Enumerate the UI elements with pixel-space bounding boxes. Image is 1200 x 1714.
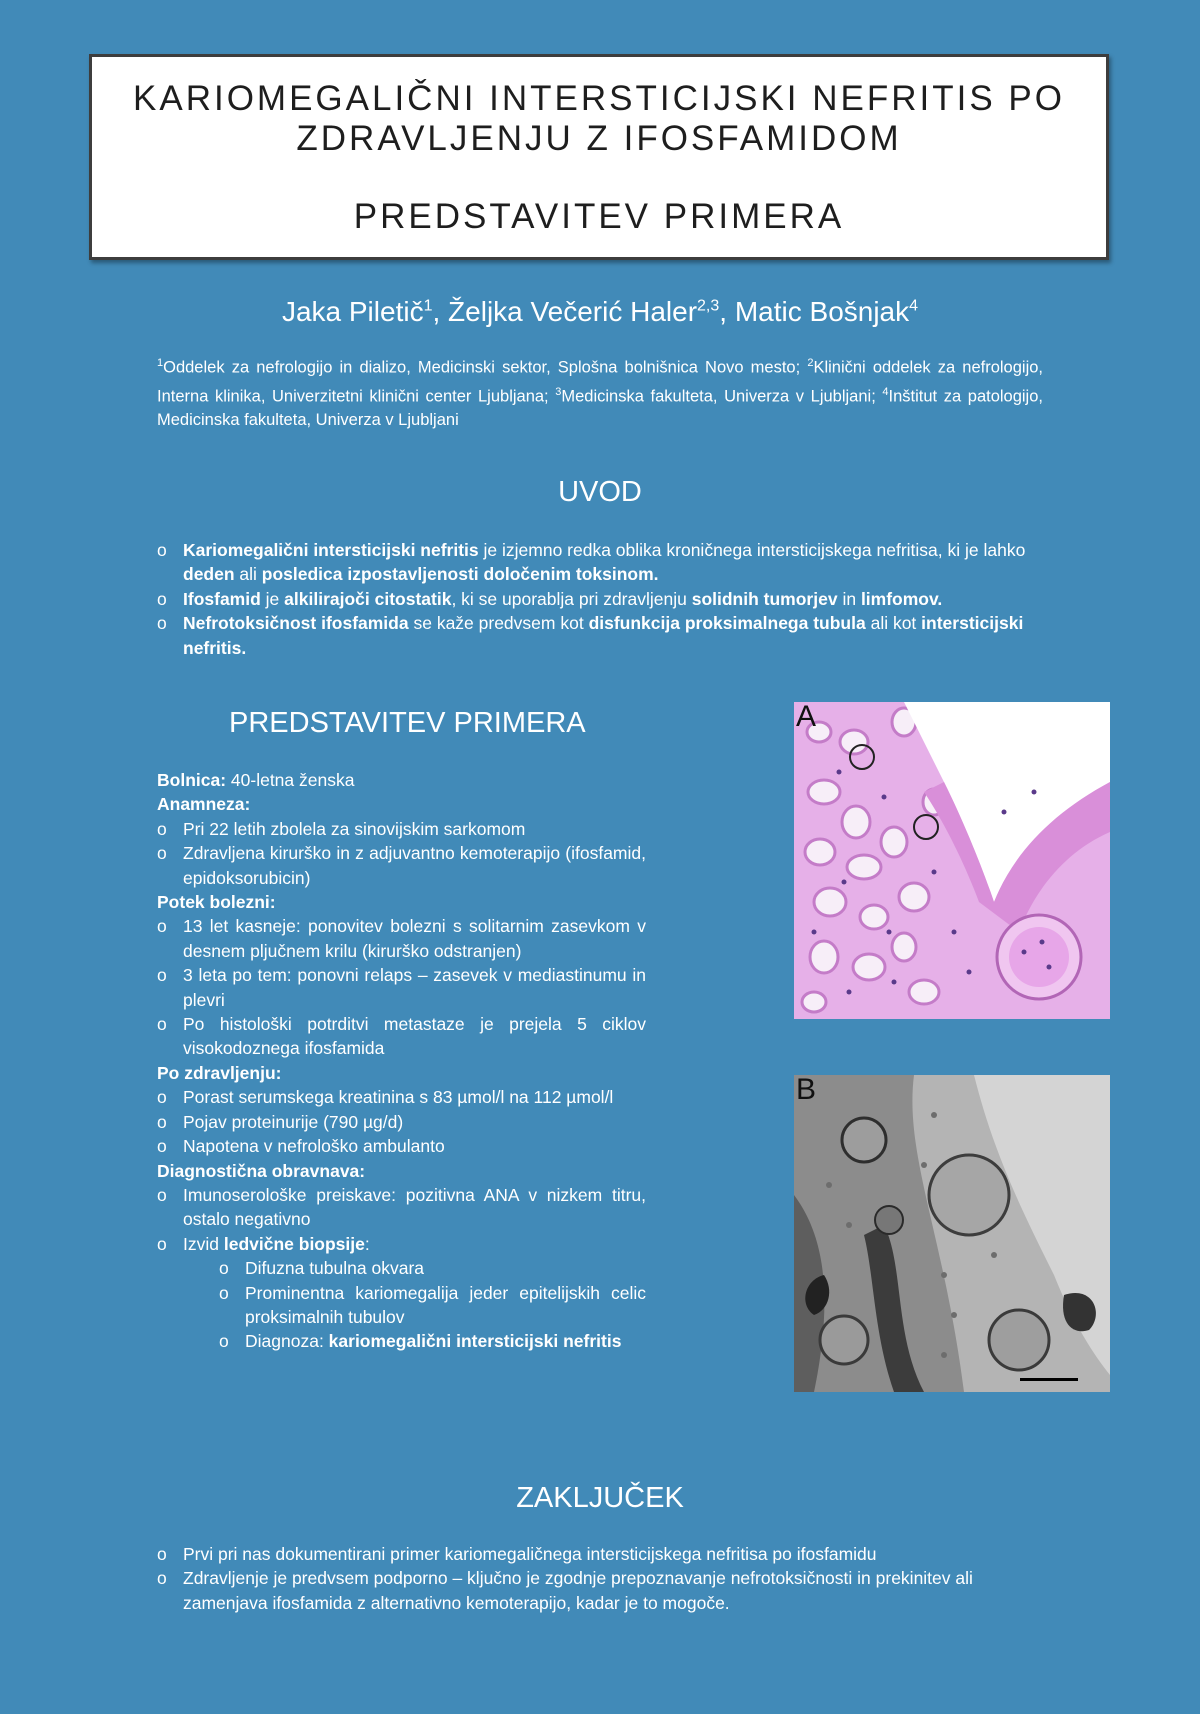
list-item: o Prominentna kariomegalija jeder epitelijskih celic proksimalnih tubulov (219, 1281, 646, 1330)
figure-label-b: B (796, 1075, 817, 1106)
figure-label-a: A (796, 702, 817, 733)
histology-illustration (794, 702, 1110, 1019)
histology-image-a (794, 702, 1110, 1019)
diagnostics-label: Diagnostična obravnava: (157, 1160, 366, 1181)
scale-bar (1020, 1378, 1078, 1381)
list-item: o Izvid ledvične biopsije: o Difuzna tubulna okvara o Prominentna kariomegalija jeder epitelijskih celic proksimalnih tubulov o Diagnoza: kariomegalični intersticijski nefritis (157, 1232, 646, 1354)
potek-list (157, 914, 646, 1060)
list-item: o Zdravljenje je predvsem podporno – ključno je zgodnje prepoznavanje nefrotoksičnosti in prekinitev ali zamenjava ifosfamida z alternativno kemoterapijo, kadar je to mogoče. (157, 1566, 1047, 1615)
list-item: o Difuzna tubulna okvara (219, 1256, 646, 1280)
list-item: o Pojav proteinurije (790 µg/d) (157, 1110, 646, 1134)
list-item: o Kariomegalični intersticijski nefritis je izjemno redka oblika kroničnega intersticijskega nefritisa, ki je lahko deden ali posledica izpostavljenosti določenim toksinom. (157, 538, 1047, 587)
list-item: o Porast serumskega kreatinina s 83 µmol/l na 112 µmol/l (157, 1085, 646, 1109)
authors: Jaka Piletič$^1$, Željka Večerić Haler$^{2,3}$, Matic Bošnjak$^4$ (281, 296, 919, 327)
list-item: o Pri 22 letih zbolela za sinovijskim sarkomom (157, 817, 646, 841)
list-item: o Zdravljena kirurško in z adjuvantno kemoterapijo (ifosfamid, epidoksorubicin) (157, 841, 646, 890)
poster-subtitle: PREDSTAVITEV PRIMERA (353, 197, 845, 236)
author-name: Željka Večerić Haler (448, 296, 698, 327)
section-heading-zakljucek: ZAKLJUČEK (516, 1482, 684, 1514)
section-heading-case: PREDSTAVITEV PRIMERA (229, 707, 586, 739)
affiliations: $^1$Oddelek za nefrologijo in dializo, Medicinski sektor, Splošna bolnišnica Novo mesto; $^2$Klinični oddelek za nefrologijo, Interna klinika, Univerzitetni klinični center Ljubljana; $^3$Medicinska fakulteta, Univerza v Ljubljani; $^4$Inštitut za patologijo, Medicinska fakulteta, Univerza v Ljubljani (157, 357, 1044, 429)
biopsy-list (183, 1256, 646, 1354)
anamneza-label: Anamneza: (157, 794, 251, 815)
patient-row: Bolnica: 40-letna ženska (157, 770, 355, 790)
poster-title: KARIOMEGALIČNI INTERSTICIJSKI NEFRITIS PO ZDRAVLJENJU Z IFOSFAMIDOM (133, 79, 1065, 158)
list-item: o Nefrotoksičnost ifosfamida se kaže predvsem kot disfunkcija proksimalnega tubula ali kot intersticijski nefritis. (157, 611, 1047, 660)
list-item: o Napotena v nefrološko ambulanto (157, 1134, 646, 1158)
po-zdravljenju-label: Po zdravljenju: (157, 1062, 282, 1083)
anamneza-list (157, 817, 646, 890)
electron-micrograph-b (794, 1075, 1110, 1392)
title-box (89, 54, 1109, 260)
list-item: o Imunoserološke preiskave: pozitivna ANA v nizkem titru, ostalo negativno (157, 1183, 646, 1232)
list-item: o 3 leta po tem: ponovni relaps – zasevek v mediastinumu in plevri (157, 963, 646, 1012)
list-item: o Prvi pri nas dokumentirani primer kariomegaličnega intersticijskega nefritisa po ifosfamidu (157, 1542, 1047, 1566)
list-item: o 13 let kasneje: ponovitev bolezni s solitarnim zasevkom v desnem pljučnem krilu (kirurško odstranjen) (157, 914, 646, 963)
micrograph-illustration (794, 1075, 1110, 1392)
uvod-list (157, 538, 1047, 660)
case-description (157, 768, 646, 1354)
list-item: o Po histološki potrditvi metastaze je prejela 5 ciklov visokodoznega ifosfamida (157, 1012, 646, 1061)
author-name: Jaka Piletič (281, 296, 424, 327)
section-heading-uvod: UVOD (558, 476, 642, 508)
author-name: Matic Bošnjak (734, 296, 910, 327)
zakljucek-list (157, 1542, 1047, 1615)
list-item: o Diagnoza: kariomegalični intersticijski nefritis (219, 1329, 646, 1353)
diagnostics-list (157, 1183, 646, 1354)
list-item: o Ifosfamid je alkilirajoči citostatik, ki se uporablja pri zdravljenju solidnih tumorjev in limfomov. (157, 587, 1047, 611)
potek-label: Potek bolezni: (157, 892, 276, 913)
po-zdravljenju-list (157, 1085, 646, 1158)
